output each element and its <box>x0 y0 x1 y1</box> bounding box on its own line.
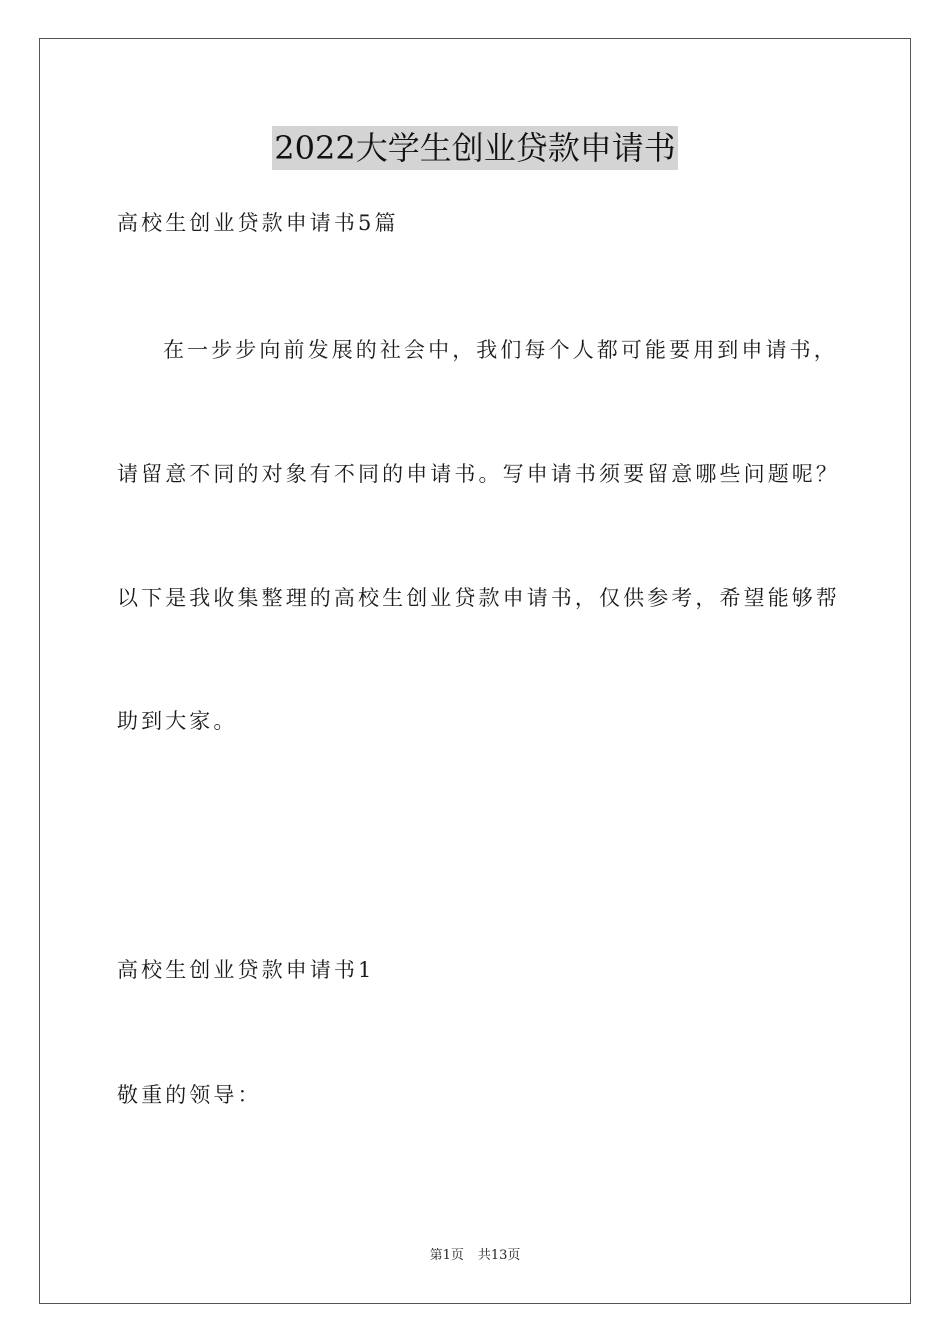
intro-line-4: 助到大家。 <box>117 709 238 733</box>
document-subtitle: 高校生创业贷款申请书5篇 <box>117 211 399 235</box>
intro-line-3: 以下是我收集整理的高校生创业贷款申请书，仅供参考，希望能够帮 <box>117 586 840 610</box>
salutation: 敬重的领导： <box>117 1083 262 1107</box>
title-container <box>0 126 950 170</box>
page-footer <box>0 1247 950 1265</box>
page-total: 共13页 <box>477 1248 521 1263</box>
intro-line-2: 请留意不同的对象有不同的申请书。写申请书须要留意哪些问题呢？ <box>117 462 840 486</box>
page-number: 第1页 <box>429 1248 464 1263</box>
section-heading: 高校生创业贷款申请书1 <box>117 958 375 982</box>
intro-line-1: 在一步步向前发展的社会中，我们每个人都可能要用到申请书， <box>163 338 838 362</box>
document-title: 2022大学生创业贷款申请书 <box>272 126 677 170</box>
